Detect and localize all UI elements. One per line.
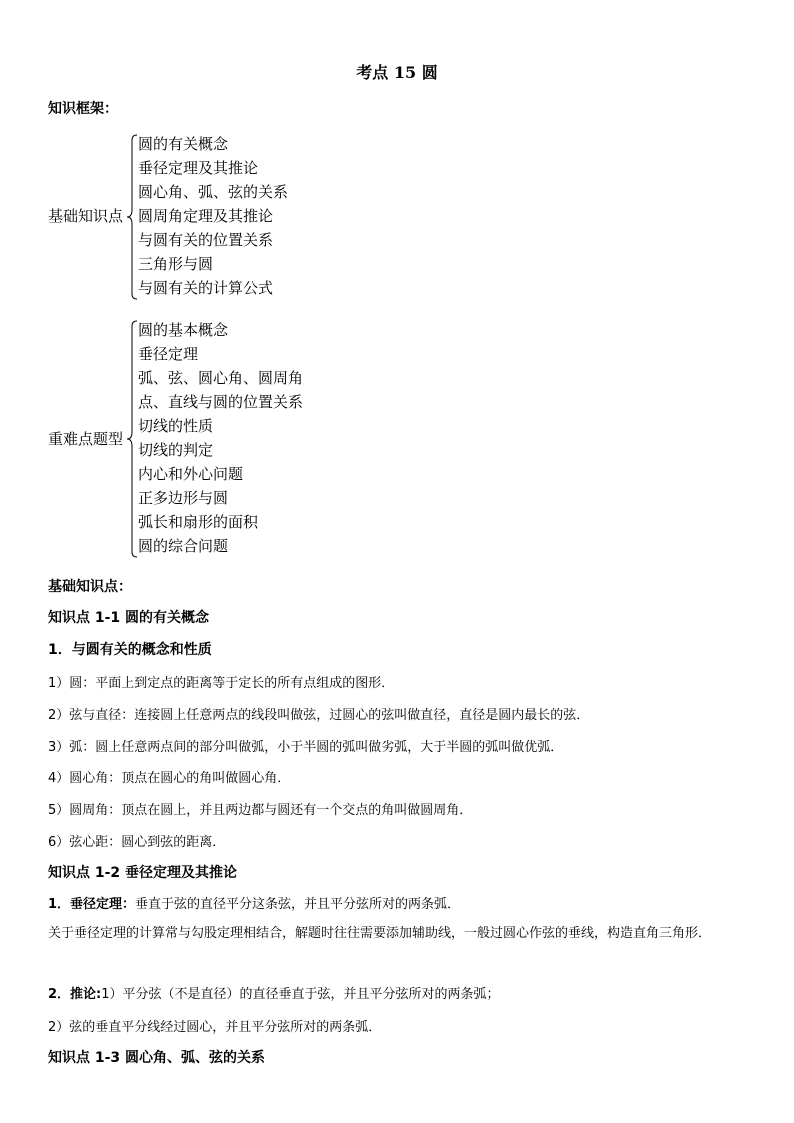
- list-item: 正多边形与圆: [138, 489, 229, 507]
- left-brace-icon: [126, 134, 138, 300]
- list-item: 弧长和扇形的面积: [138, 513, 259, 531]
- corollary-label: 2．推论:: [48, 987, 102, 1002]
- list-item: 切线的判定: [138, 441, 214, 459]
- list-item: 与圆有关的计算公式: [138, 279, 274, 297]
- page-title: 考点 15 圆: [356, 63, 438, 82]
- list-item: 点、直线与圆的位置关系: [138, 393, 304, 411]
- list-item: 垂径定理: [138, 345, 199, 363]
- left-brace-icon: [126, 320, 138, 558]
- list-item: 圆心角、弧、弦的关系: [138, 183, 289, 201]
- paragraph: 3）弧：圆上任意两点间的部分叫做弧，小于半圆的弧叫做劣弧，大于半圆的弧叫做优弧．: [48, 740, 564, 755]
- subsection-heading: 1．与圆有关的概念和性质: [48, 642, 212, 658]
- section-heading: 知识点 1-3 圆心角、弧、弦的关系: [48, 1050, 266, 1066]
- list-item: 圆的综合问题: [138, 537, 229, 555]
- basic-items-list: [138, 132, 288, 300]
- theorem-text: 垂直于弦的直径平分这条弦，并且平分弦所对的两条弧．: [135, 897, 461, 912]
- paragraph: 5）圆周角：顶点在圆上，并且两边都与圆还有一个交点的角叫做圆周角．: [48, 803, 473, 818]
- paragraph: 关于垂径定理的计算常与勾股定理相结合，解题时往往需要添加辅助线，一般过圆心作弦的垂线，构造直角三角形．: [48, 926, 712, 941]
- list-item: 圆的有关概念: [138, 135, 229, 153]
- list-item: 垂径定理及其推论: [138, 159, 259, 177]
- key-group-label: 重难点题型: [48, 430, 124, 448]
- paragraph: [48, 893, 460, 912]
- list-item: 与圆有关的位置关系: [138, 231, 274, 249]
- theorem-label: 1．垂径定理：: [48, 897, 136, 912]
- list-item: 内心和外心问题: [138, 465, 244, 483]
- list-item: 圆的基本概念: [138, 321, 229, 339]
- paragraph: 4）圆心角：顶点在圆心的角叫做圆心角．: [48, 771, 291, 786]
- basics-heading: 基础知识点：: [48, 579, 132, 595]
- paragraph: 2）弦的垂直平分线经过圆心，并且平分弦所对的两条弧．: [48, 1020, 382, 1035]
- list-item: 三角形与圆: [138, 255, 214, 273]
- paragraph: 6）弦心距：圆心到弦的距离．: [48, 835, 226, 850]
- paragraph: 1）圆：平面上到定点的距离等于定长的所有点组成的图形．: [48, 676, 395, 691]
- section-heading: 知识点 1-2 垂径定理及其推论: [48, 865, 238, 881]
- section-heading: 知识点 1-1 圆的有关概念: [48, 610, 210, 626]
- key-items-list: [138, 318, 303, 558]
- basic-group-label: 基础知识点: [48, 207, 124, 225]
- framework-heading: 知识框架：: [48, 101, 118, 117]
- list-item: 圆周角定理及其推论: [138, 207, 274, 225]
- paragraph: [48, 983, 500, 1002]
- list-item: 弧、弦、圆心角、圆周角: [138, 369, 304, 387]
- paragraph: 2）弦与直径：连接圆上任意两点的线段叫做弦，过圆心的弦叫做直径，直径是圆内最长的弦．: [48, 708, 590, 723]
- list-item: 切线的性质: [138, 417, 214, 435]
- corollary-text: 1）平分弦（不是直径）的直径垂直于弦，并且平分弦所对的两条弧；: [101, 987, 500, 1002]
